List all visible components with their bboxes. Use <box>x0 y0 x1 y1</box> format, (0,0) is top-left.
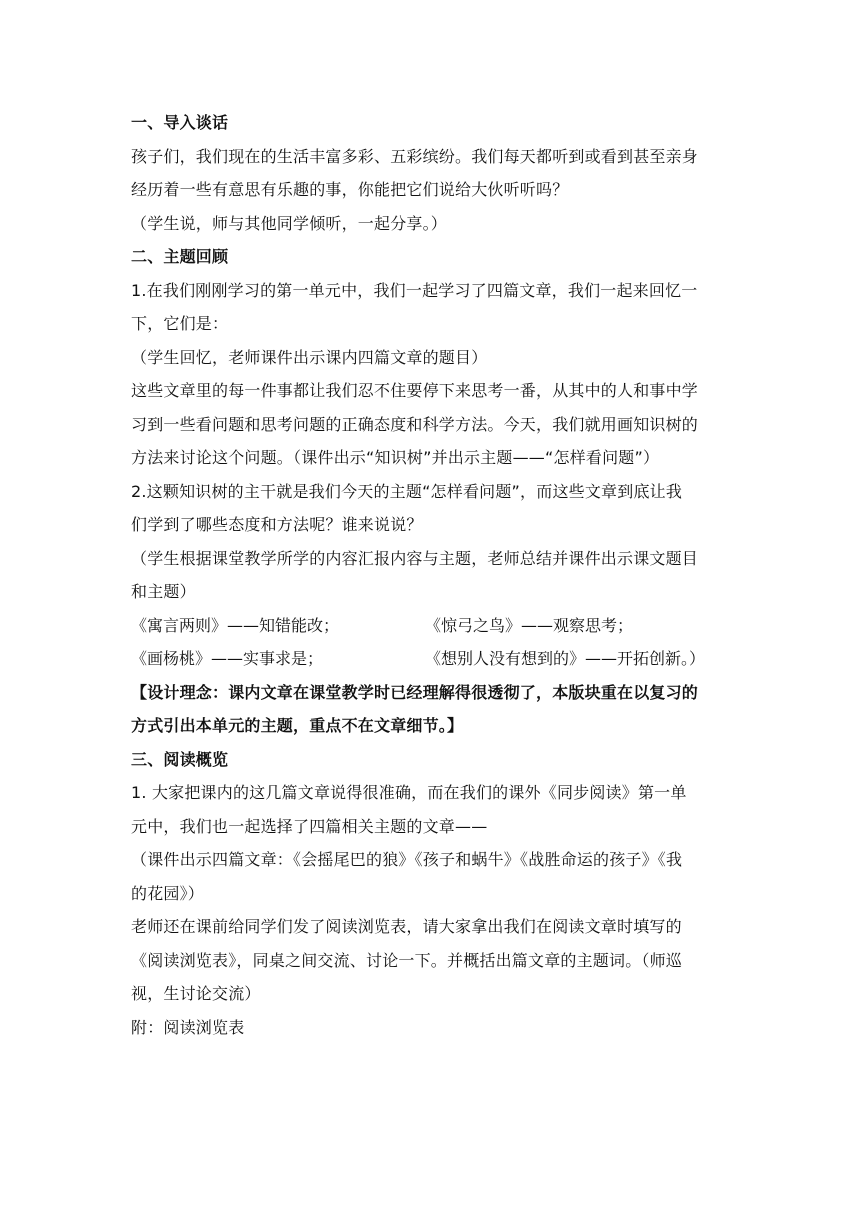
paragraph-line: （学生回忆，老师课件出示课内四篇文章的题目） <box>131 347 488 367</box>
design-note-line: 【设计理念：课内文章在课堂教学时已经理解得很透彻了，本版块重在以复习的 <box>131 682 699 702</box>
paragraph-line: 老师还在课前给同学们发了阅读浏览表，请大家拿出我们在阅读文章时填写的 <box>131 917 682 936</box>
paragraph-line: 孩子们，我们现在的生活丰富多彩、五彩缤纷。我们每天都听到或看到甚至亲身 <box>131 146 699 166</box>
section-heading-overview: 三、阅读概览 <box>131 749 229 769</box>
article-theme-row <box>131 642 731 676</box>
paragraph-line: 视，生讨论交流） <box>131 984 261 1003</box>
paragraph-line: 方法来讨论这个问题。（课件出示“知识树”并出示主题——“怎样看问题”） <box>131 448 660 467</box>
article-theme-item: 《画杨桃》——实事求是； <box>131 649 324 668</box>
section-heading-intro: 一、导入谈话 <box>131 113 229 132</box>
paragraph-line: 们学到了哪些态度和方法呢？谁来说说？ <box>131 515 423 534</box>
article-theme-row <box>131 609 731 643</box>
article-theme-item: 《惊弓之鸟》——观察思考； <box>425 615 634 635</box>
appendix-label: 附：阅读浏览表 <box>131 1017 245 1037</box>
paragraph-line: （课件出示四篇文章：《会摇尾巴的狼》《孩子和蜗牛》《战胜命运的孩子》《我 <box>131 850 683 869</box>
section-heading-review: 二、主题回顾 <box>131 247 229 266</box>
paragraph-line: 和主题） <box>131 582 196 601</box>
paragraph-line: 元中，我们也一起选择了四篇相关主题的文章—— <box>131 816 488 836</box>
paragraph-line: 1. 大家把课内的这几篇文章说得很准确，而在我们的课外《同步阅读》第一单 <box>131 783 687 802</box>
paragraph-line: 下，它们是： <box>131 314 229 333</box>
paragraph-line: 《阅读浏览表》，同桌之间交流、讨论一下。并概括出篇文章的主题词。（师巡 <box>131 950 683 970</box>
paragraph-line: 习到一些看问题和思考问题的正确态度和科学方法。今天，我们就用画知识树的 <box>131 414 699 434</box>
paragraph-line: 的花园》） <box>131 883 205 903</box>
document-body <box>131 106 731 1044</box>
design-note-line: 方式引出本单元的主题，重点不在文章细节。】 <box>131 716 464 735</box>
article-theme-item: 《寓言两则》——知错能改； <box>131 615 340 635</box>
paragraph-line: 1.在我们刚刚学习的第一单元中，我们一起学习了四篇文章，我们一起来回忆一 <box>131 280 698 300</box>
article-theme-item: 《想别人没有想到的》——开拓创新。） <box>425 649 706 668</box>
paragraph-line: （学生说，师与其他同学倾听，一起分享。） <box>131 213 448 233</box>
paragraph-line: （学生根据课堂教学所学的内容汇报内容与主题，老师总结并课件出示课文题目 <box>131 548 699 568</box>
paragraph-line: 2.这颗知识树的主干就是我们今天的主题“怎样看问题”，而这些文章到底让我 <box>131 481 683 501</box>
paragraph-line: 这些文章里的每一件事都让我们忍不住要停下来思考一番，从其中的人和事中学 <box>131 381 699 400</box>
paragraph-line: 经历着一些有意思有乐趣的事，你能把它们说给大伙听听吗？ <box>131 180 569 199</box>
